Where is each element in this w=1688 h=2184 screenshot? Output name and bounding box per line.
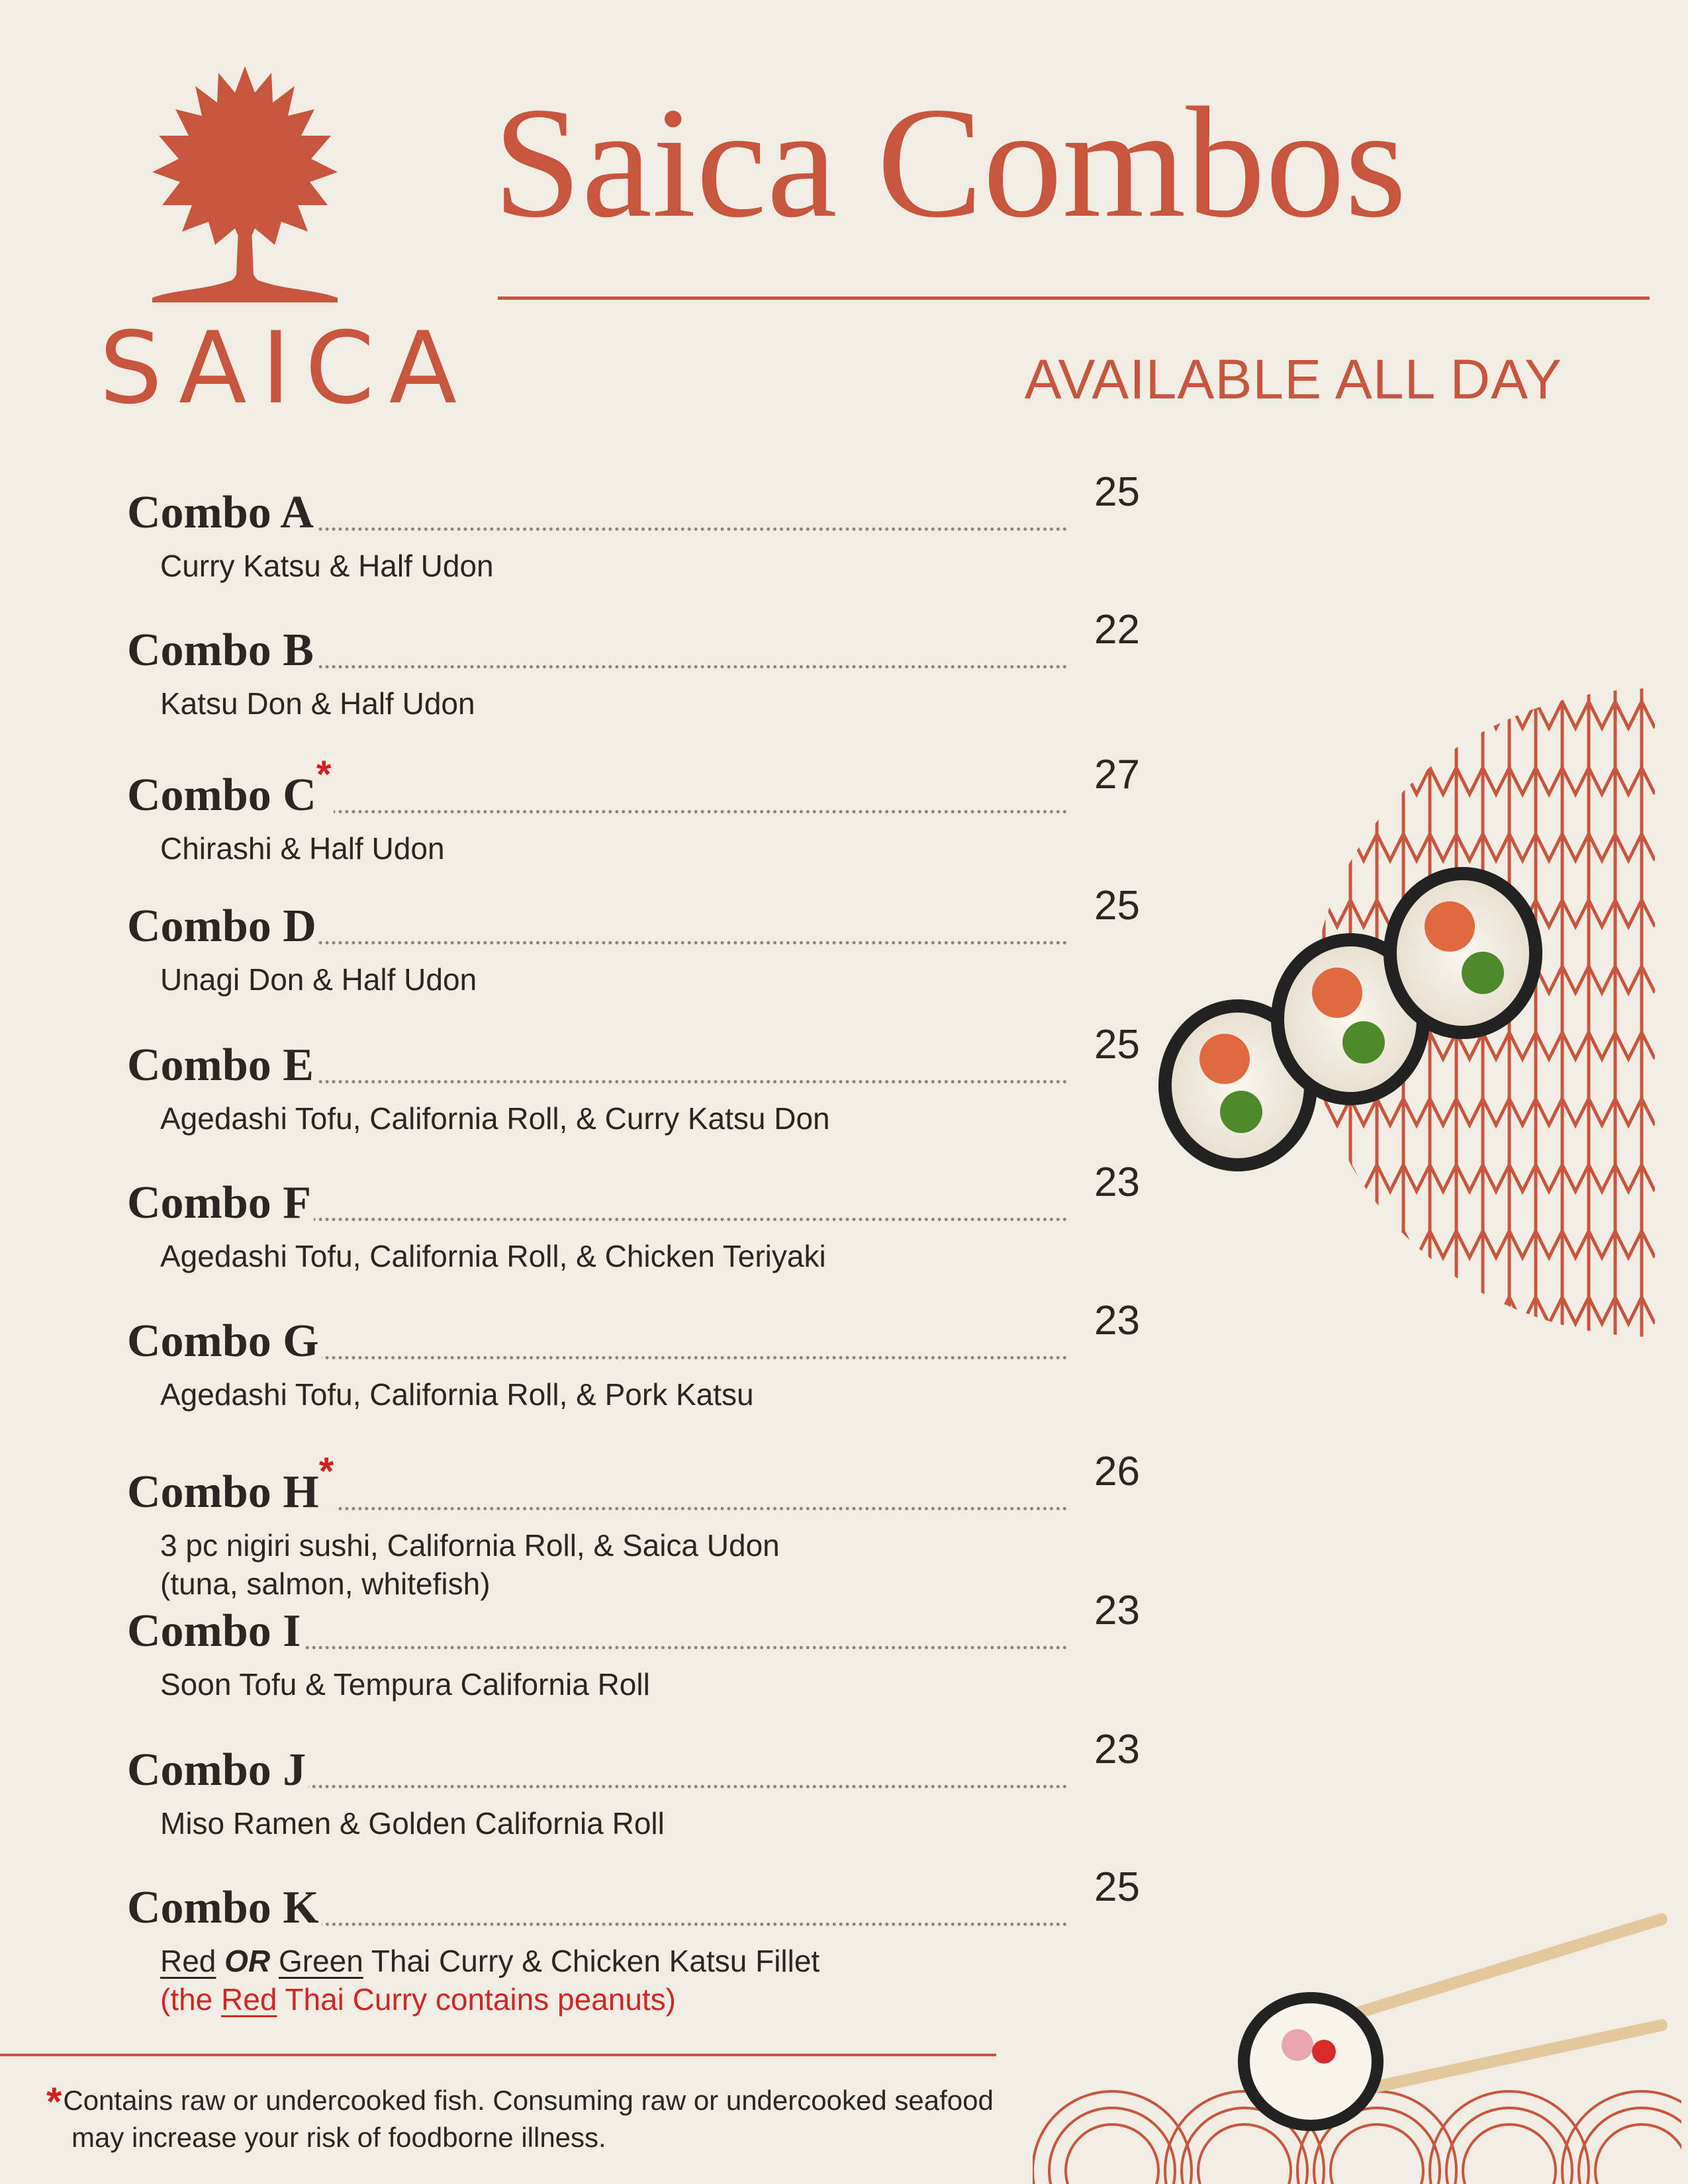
dot-leader bbox=[273, 1080, 1067, 1083]
item-name: Combo D bbox=[127, 903, 319, 950]
page-title: Saica Combos bbox=[493, 74, 1407, 250]
item-price: 23 bbox=[1094, 1727, 1140, 1772]
dot-leader bbox=[273, 1218, 1067, 1221]
item-description: Chirashi & Half Udon bbox=[160, 831, 445, 866]
item-name: Combo G bbox=[127, 1318, 322, 1365]
item-description bbox=[160, 1942, 1140, 2019]
item-price: 25 bbox=[1094, 469, 1140, 515]
title-divider bbox=[498, 296, 1650, 300]
item-name: Combo H* bbox=[127, 1453, 336, 1516]
item-price: 22 bbox=[1094, 607, 1140, 653]
menu-item-combo-j bbox=[127, 1727, 1140, 1843]
item-name: Combo E bbox=[127, 1042, 316, 1089]
item-name: Combo C* bbox=[127, 756, 334, 819]
dot-leader bbox=[273, 1507, 1067, 1510]
item-description: Katsu Don & Half Udon bbox=[160, 686, 475, 721]
item-price: 25 bbox=[1094, 1864, 1140, 1910]
dot-leader bbox=[273, 1356, 1067, 1359]
dish-text: Thai Curry & Chicken Katsu Fillet bbox=[371, 1944, 820, 1978]
item-description-detail: (tuna, salmon, whitefish) bbox=[160, 1567, 491, 1601]
menu-item-combo-f bbox=[127, 1160, 1140, 1275]
item-description: Miso Ramen & Golden California Roll bbox=[160, 1806, 665, 1841]
menu-item-combo-c bbox=[127, 752, 1140, 868]
dot-leader bbox=[273, 810, 1067, 813]
item-name: Combo K bbox=[127, 1885, 322, 1931]
item-description: Unagi Don & Half Udon bbox=[160, 962, 477, 997]
disclaimer-line: may increase your risk of foodborne illness. bbox=[71, 2122, 606, 2153]
dot-leader bbox=[273, 941, 1067, 944]
item-name: Combo B bbox=[127, 627, 316, 674]
curry-choice-line bbox=[160, 1942, 1140, 1980]
dot-leader bbox=[273, 527, 1067, 531]
item-price: 27 bbox=[1094, 752, 1140, 797]
dot-leader bbox=[273, 665, 1067, 668]
chopsticks-sushi-illustration bbox=[1033, 1893, 1688, 2184]
sushi-rolls-illustration bbox=[1125, 688, 1688, 1337]
or-separator: OR bbox=[224, 1944, 271, 1978]
footer-divider bbox=[0, 2054, 996, 2056]
item-price: 23 bbox=[1094, 1588, 1140, 1633]
menu-item-combo-a bbox=[127, 469, 1140, 585]
item-name: Combo I bbox=[127, 1608, 304, 1655]
brand-wordmark: SAICA bbox=[99, 311, 472, 426]
item-price: 25 bbox=[1094, 1022, 1140, 1068]
item-description: Agedashi Tofu, California Roll, & Curry Katsu Don bbox=[160, 1101, 830, 1136]
item-price: 25 bbox=[1094, 883, 1140, 929]
item-name: Combo J bbox=[127, 1747, 308, 1794]
raw-fish-disclaimer bbox=[46, 2078, 1039, 2156]
item-description: Agedashi Tofu, California Roll, & Pork Katsu bbox=[160, 1377, 754, 1412]
disclaimer-line: Contains raw or undercooked fish. Consuming raw or undercooked seafood bbox=[63, 2085, 994, 2116]
item-description: Curry Katsu & Half Udon bbox=[160, 549, 494, 583]
item-price: 26 bbox=[1094, 1449, 1140, 1494]
item-price: 23 bbox=[1094, 1298, 1140, 1343]
dot-leader bbox=[273, 1646, 1067, 1649]
menu-item-combo-g bbox=[127, 1298, 1140, 1414]
menu-item-combo-e bbox=[127, 1022, 1140, 1138]
saica-tree-logo bbox=[146, 63, 344, 314]
item-description: Agedashi Tofu, California Roll, & Chicken Teriyaki bbox=[160, 1239, 826, 1273]
item-name: Combo A bbox=[127, 490, 316, 536]
dot-leader bbox=[273, 1785, 1067, 1788]
menu-item-combo-i bbox=[127, 1588, 1140, 1704]
peanut-warning: (the Red Thai Curry contains peanuts) bbox=[160, 1982, 677, 2017]
item-description: Soon Tofu & Tempura California Roll bbox=[160, 1667, 650, 1702]
menu-item-combo-h bbox=[127, 1449, 1140, 1603]
raw-fish-marker: * bbox=[318, 1450, 334, 1493]
dot-leader bbox=[312, 1923, 1067, 1926]
availability-subtitle: AVAILABLE ALL DAY bbox=[1024, 348, 1562, 410]
sushi-piece bbox=[1238, 1992, 1383, 2131]
red-option: Red bbox=[160, 1944, 216, 1978]
item-price: 23 bbox=[1094, 1160, 1140, 1205]
menu-item-combo-b bbox=[127, 607, 1140, 723]
raw-fish-marker: * bbox=[316, 753, 332, 796]
green-option: Green bbox=[278, 1944, 363, 1978]
menu-item-combo-k bbox=[127, 1864, 1140, 2019]
item-description-line: 3 pc nigiri sushi, California Roll, & Saica Udon bbox=[160, 1528, 780, 1563]
item-name: Combo F bbox=[127, 1180, 314, 1226]
footnote-marker: * bbox=[46, 2079, 62, 2124]
menu-item-combo-d bbox=[127, 883, 1140, 999]
item-description bbox=[160, 1526, 1140, 1603]
